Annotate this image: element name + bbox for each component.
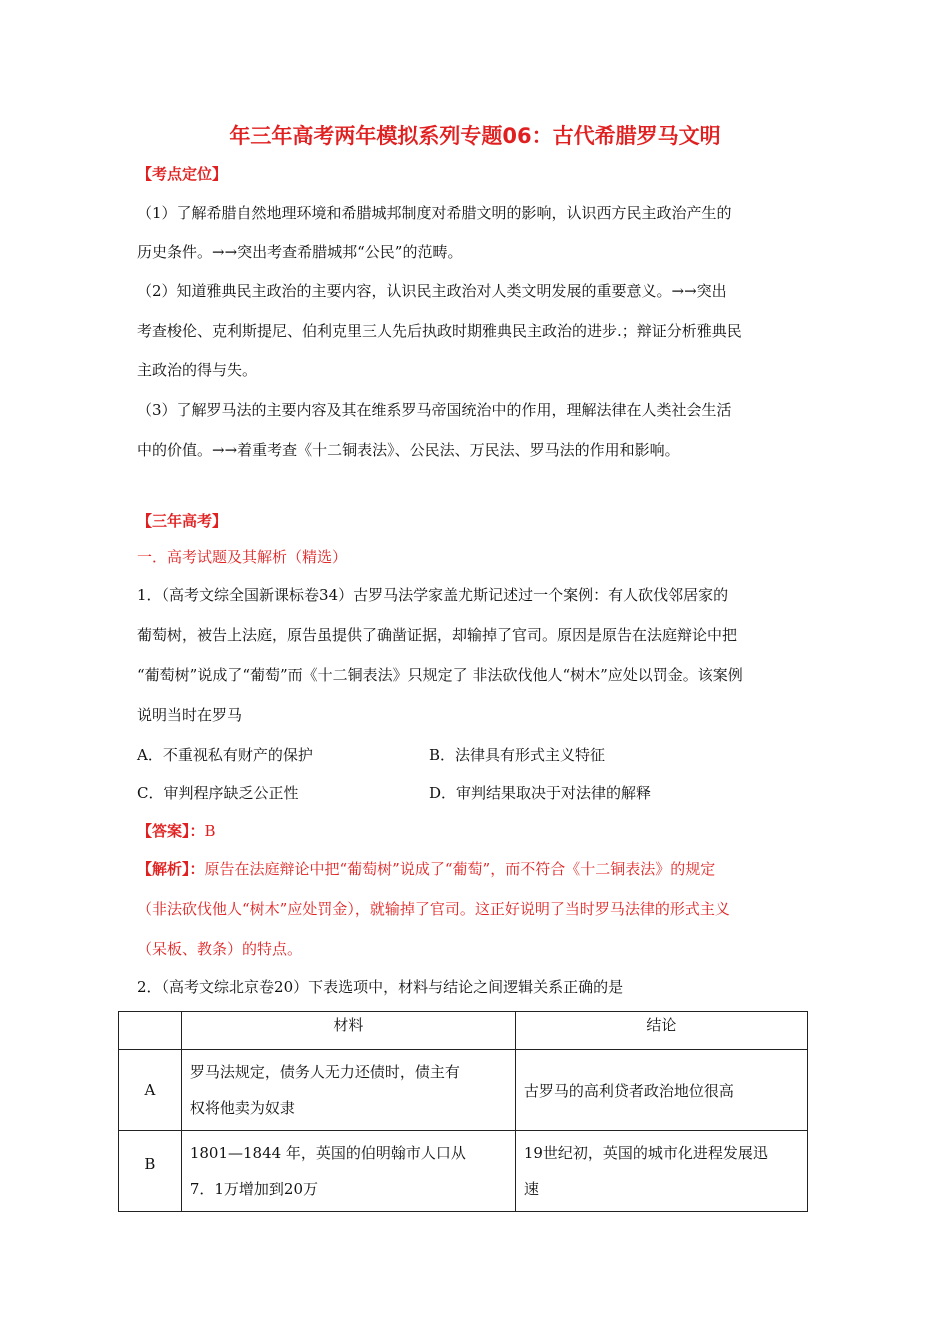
- question-1-stem-line: “葡萄树”说成了“葡萄”而《十二铜表法》只规定了 非法砍伐他人“树木”应处以罚金。该案例: [137, 666, 743, 684]
- material-line: 1801—1844 年，英国的伯明翰市人口从: [189, 1144, 466, 1162]
- table-header-cell: 材料: [181, 1012, 515, 1050]
- conclusion-line: 19世纪初，英国的城市化进程发展迅: [523, 1144, 768, 1162]
- answer-line: [137, 820, 216, 841]
- analysis-text: 原告在法庭辩论中把“葡萄树”说成了“葡萄”，而不符合《十二铜表法》的规定: [204, 860, 716, 878]
- row-key: A: [119, 1050, 182, 1131]
- conclusion-cell: [515, 1050, 807, 1131]
- table-header-cell: 结论: [515, 1012, 807, 1050]
- section-heading-three-years: 【三年高考】: [137, 512, 228, 530]
- exam-point-line: 主政治的得与失。: [137, 361, 258, 379]
- material-line: 权将他卖为奴隶: [189, 1099, 295, 1117]
- analysis-text: （非法砍伐他人“树木”应处罚金），就输掉了官司。这正好说明了当时罗马法律的形式主义: [137, 900, 730, 918]
- material-cell: [181, 1050, 515, 1131]
- option-b: B．法律具有形式主义特征: [429, 746, 606, 764]
- table-header-cell: [119, 1012, 182, 1050]
- question-2-stem: 2．（高考文综北京卷20）下表选项中，材料与结论之间逻辑关系正确的是: [137, 978, 624, 996]
- material-line: 罗马法规定，债务人无力还债时，债主有: [189, 1063, 460, 1081]
- analysis-text: （呆板、教条）的特点。: [137, 940, 303, 958]
- conclusion-line: 古罗马的高利贷者政治地位很高: [523, 1081, 734, 1100]
- answer-value: B: [204, 822, 216, 840]
- row-key: B: [119, 1131, 182, 1212]
- page-title: 年三年高考两年模拟系列专题06：古代希腊罗马文明: [229, 124, 721, 148]
- option-a: A．不重视私有财产的保护: [137, 746, 313, 764]
- option-c: C．审判程序缺乏公正性: [137, 784, 299, 802]
- question-1-stem-line: 说明当时在罗马: [137, 706, 243, 724]
- conclusion-cell: [515, 1131, 807, 1212]
- table-row: [119, 1050, 808, 1131]
- table-header-row: [119, 1012, 808, 1050]
- subheading-exam-questions: 一．高考试题及其解析（精选）: [137, 548, 348, 566]
- table-row: [119, 1131, 808, 1212]
- analysis-label: 【解析】：: [137, 860, 205, 878]
- material-line: 7．1万增加到20万: [189, 1180, 318, 1198]
- exam-point-line: （2）知道雅典民主政治的主要内容，认识民主政治对人类文明发展的重要意义。→→突出: [137, 282, 727, 300]
- exam-point-line: （3）了解罗马法的主要内容及其在维系罗马帝国统治中的作用，理解法律在人类社会生活: [137, 401, 732, 419]
- material-cell: [181, 1131, 515, 1212]
- exam-point-line: 中的价值。→→着重考查《十二铜表法》、公民法、万民法、罗马法的作用和影响。: [137, 441, 680, 459]
- question-1-stem-line: 1．（高考文综全国新课标卷34）古罗马法学家盖尤斯记述过一个案例：有人砍伐邻居家的: [137, 586, 729, 604]
- conclusion-line: 速: [523, 1180, 539, 1198]
- exam-point-line: 考查梭伦、克利斯提尼、伯利克里三人先后执政时期雅典民主政治的进步.；辩证分析雅典民: [137, 322, 742, 340]
- answer-label: 【答案】：: [137, 822, 205, 840]
- question-1-stem-line: 葡萄树，被告上法庭，原告虽提供了确凿证据，却输掉了官司。原因是原告在法庭辩论中把: [137, 626, 738, 644]
- exam-point-line: （1）了解希腊自然地理环境和希腊城邦制度对希腊文明的影响，认识西方民主政治产生的: [137, 204, 732, 222]
- question-2-table: [118, 1011, 808, 1212]
- exam-point-line: 历史条件。→→突出考查希腊城邦“公民”的范畴。: [137, 243, 463, 261]
- section-heading-exam-points: 【考点定位】: [137, 165, 228, 183]
- option-d: D．审判结果取决于对法律的解释: [429, 784, 652, 802]
- analysis-line: [137, 858, 715, 879]
